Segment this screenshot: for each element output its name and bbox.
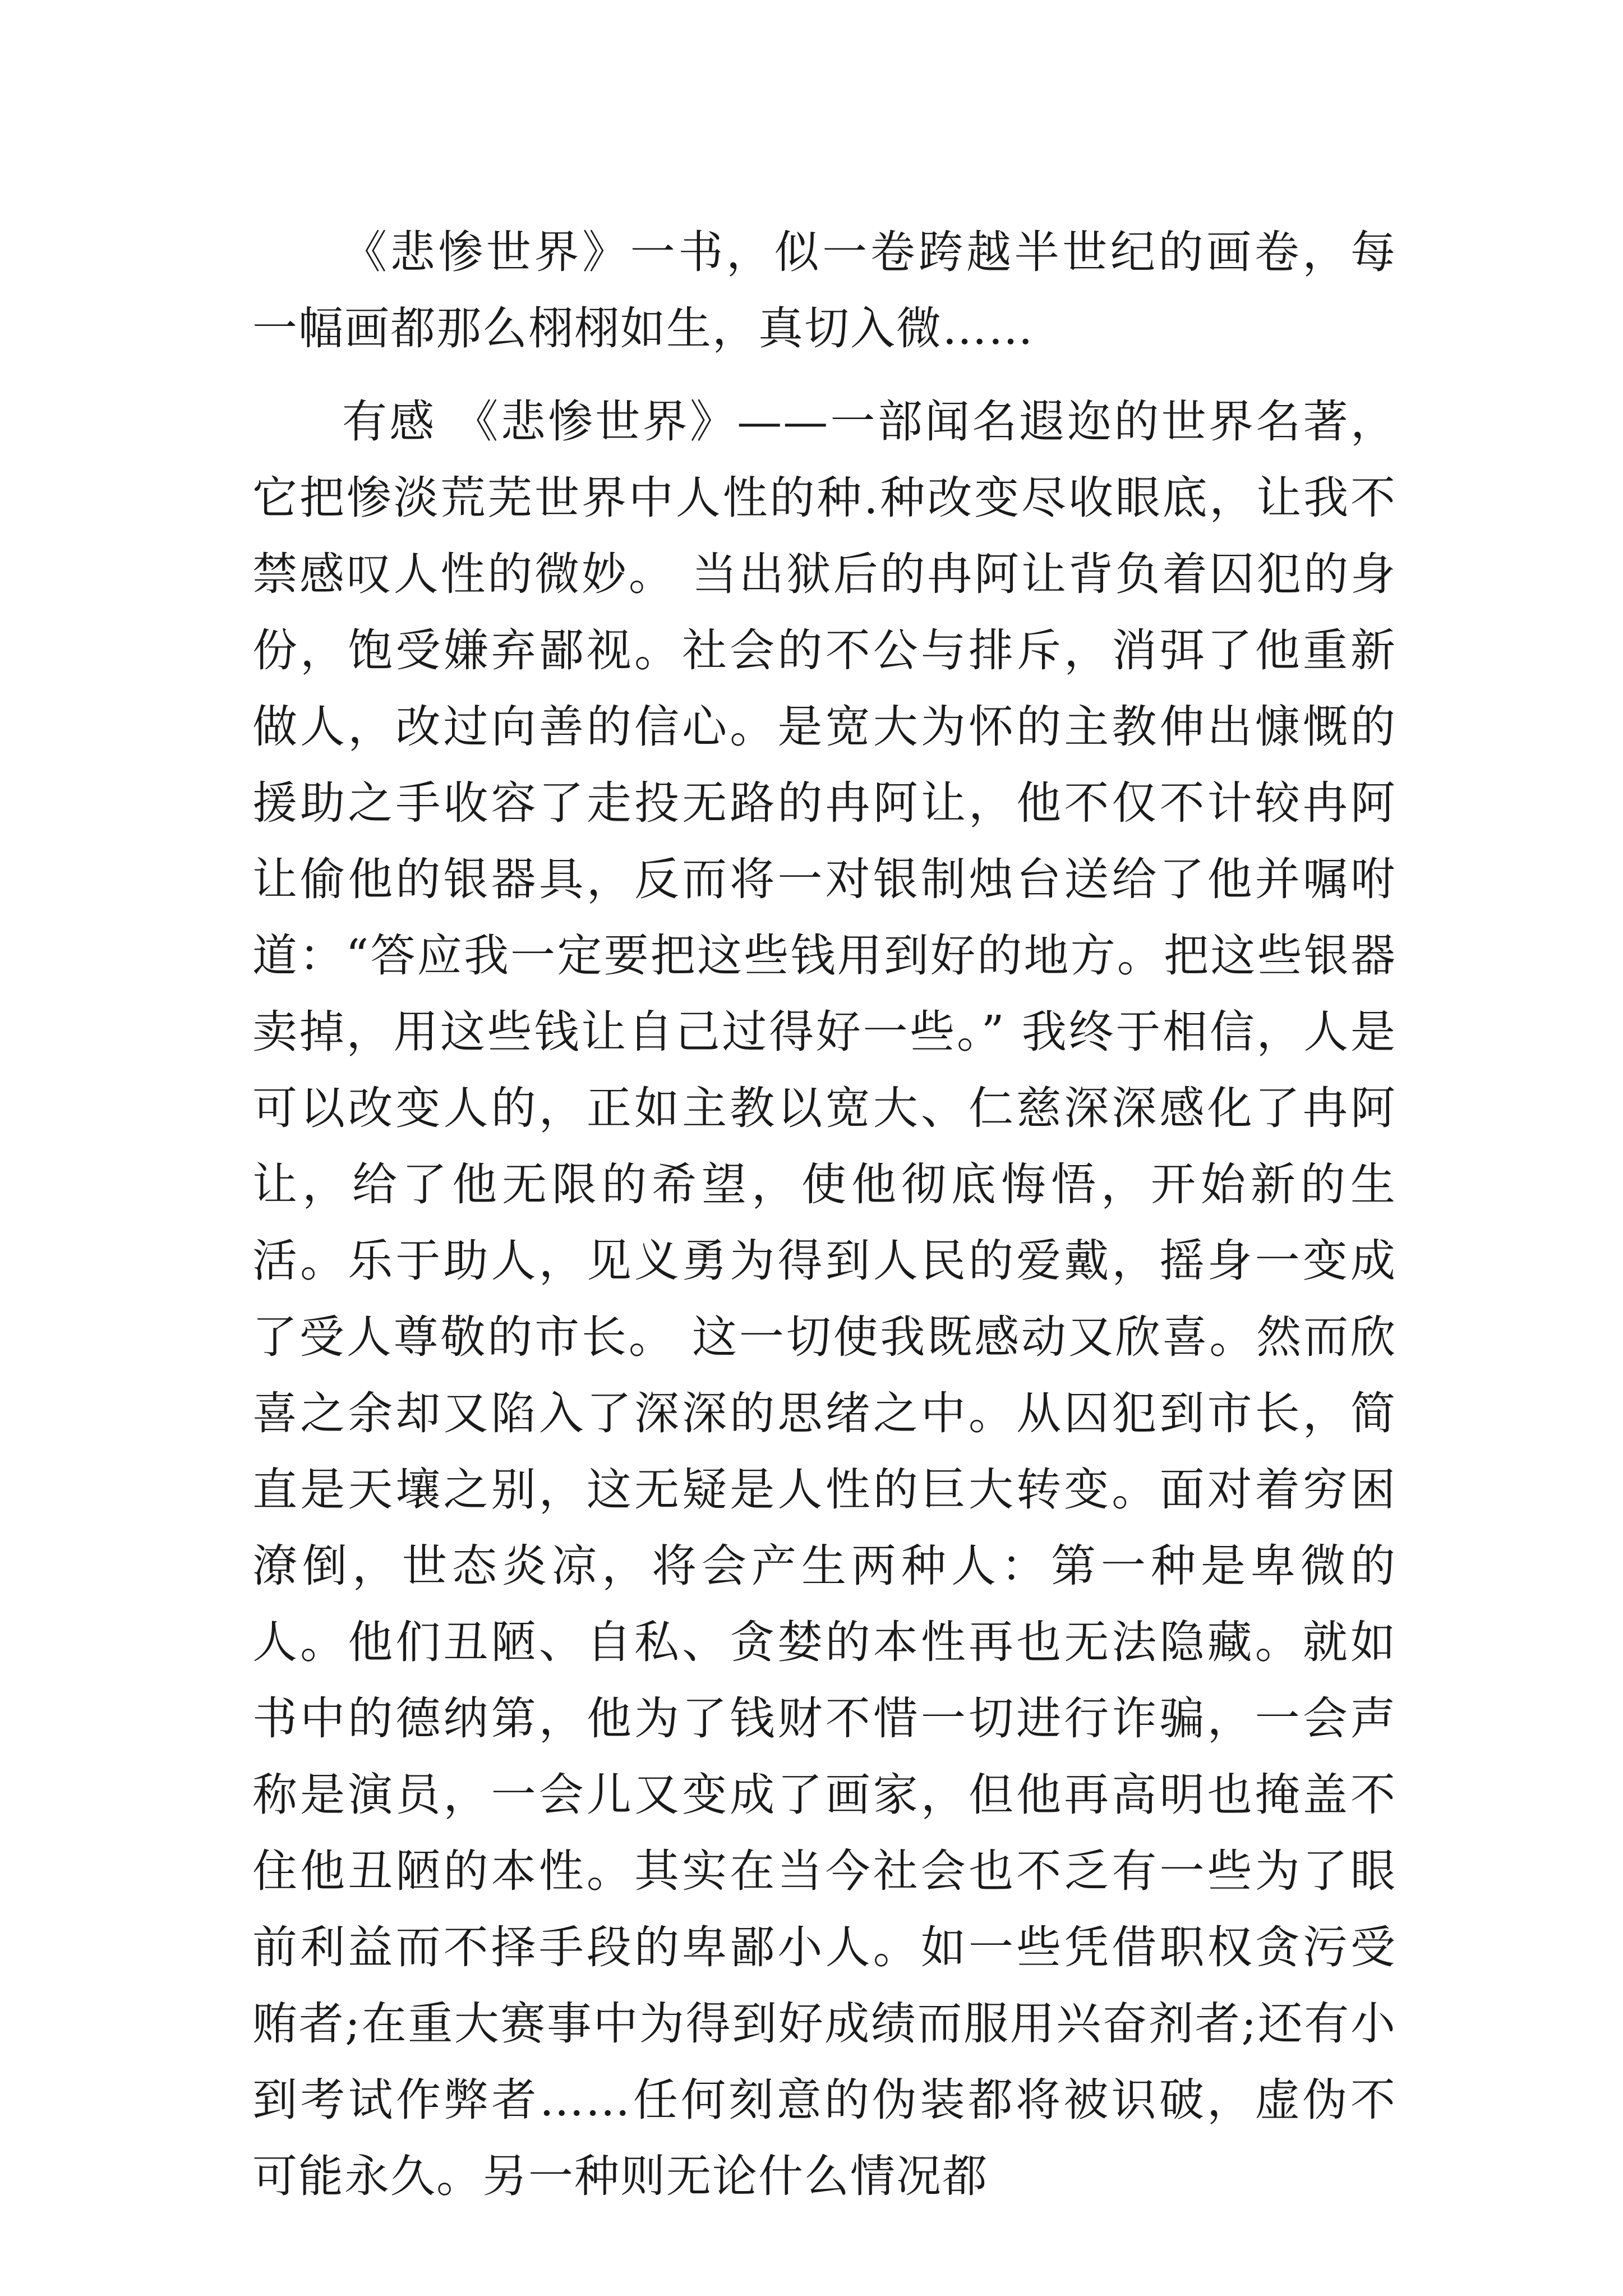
paragraph-main: 有感 《悲惨世界》——一部闻名遐迩的世界名著，它把惨淡荒芜世界中人性的种.种改变尽收眼底，让我不禁感叹人性的微妙。 当出狱后的冉阿让背负着囚犯的身份，饱受嫌弃鄙视。社会的不公与排斥，消弭了他重新做人，改过向善的信心。是宽大为怀的主教伸出慷慨的援助之手收容了走投无路的冉阿让，他不仅不计较冉阿让偷他的银器具，反而将一对银制烛台送给了他并嘱咐道：“答应我一定要把这些钱用到好的地方。把这些银器卖掉，用这些钱让自己过得好一些。” 我终于相信，人是可以改变人的，正如主教以宽大、仁慈深深感化了冉阿让，给了他无限的希望，使他彻底悔悟，开始新的生活。乐于助人，见义勇为得到人民的爱戴，摇身一变成了受人尊敬的市长。 这一切使我既感动又欣喜。然而欣喜之余却又陷入了深深的思绪之中。从囚犯到市长，简直是天壤之别，这无疑是人性的巨大转变。面对着穷困潦倒，世态炎凉，将会产生两种人：第一种是卑微的人。他们丑陋、自私、贪婪的本性再也无法隐藏。就如书中的德纳第，他为了钱财不惜一切进行诈骗，一会声称是演员，一会儿又变成了画家，但他再高明也掩盖不住他丑陋的本性。其实在当今社会也不乏有一些为了眼前利益而不择手段的卑鄙小人。如一些凭借职权贪污受贿者;在重大赛事中为得到好成绩而服用兴奋剂者;还有小到考试作弊者……任何刻意的伪装都将被识破，虚伪不可能永久。另一种则无论什么情况都 (252, 395, 1396, 2202)
essay-body (252, 214, 1396, 2215)
paragraph-intro: 《悲惨世界》一书，似一卷跨越半世纪的画卷，每一幅画都那么栩栩如生，真切入微…… (252, 226, 1396, 355)
